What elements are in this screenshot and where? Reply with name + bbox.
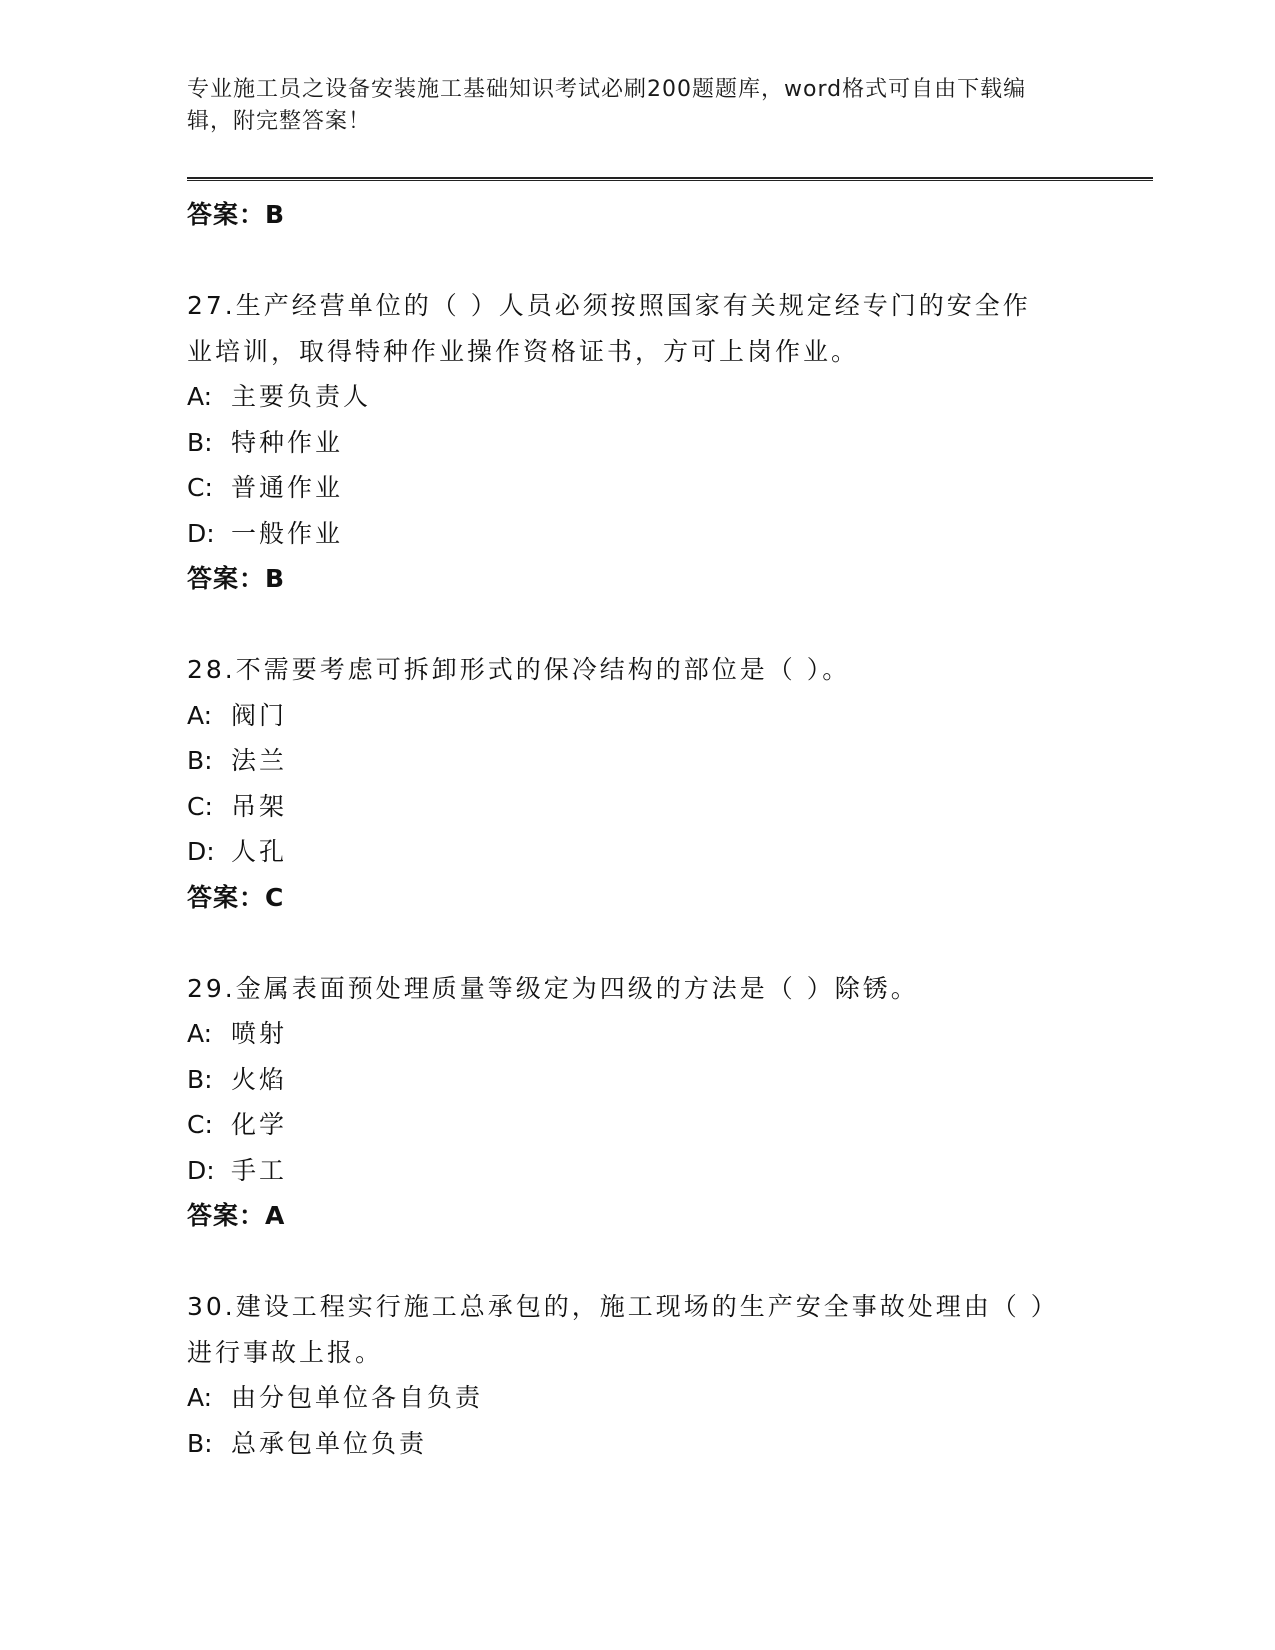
option-text: 一般作业 — [231, 518, 344, 548]
option-key: C: — [187, 1110, 213, 1139]
option-key: D: — [187, 837, 215, 866]
option-a — [187, 374, 1067, 420]
option-text: 化学 — [231, 1110, 288, 1139]
answer-line: 答案：B — [187, 564, 286, 593]
question-stem: 生产经营单位的（ ）人员必须按照国家有关规定经专门的安全作业培训，取得特种作业操作资格证书，方可上岗作业。 — [187, 291, 1031, 366]
option-text: 主要负责人 — [231, 382, 372, 411]
spacer — [187, 920, 1067, 966]
option-text: 法兰 — [231, 746, 288, 775]
option-text: 吊架 — [231, 791, 288, 821]
question-number: 28. — [187, 655, 236, 684]
option-b — [187, 738, 1067, 784]
question-stem: 不需要考虑可拆卸形式的保冷结构的部位是（ ）。 — [235, 655, 851, 684]
option-key: A: — [187, 1383, 213, 1412]
option-a — [187, 1375, 1067, 1421]
option-key: B: — [187, 1428, 213, 1458]
option-key: B: — [187, 1064, 213, 1094]
question-text — [187, 647, 1057, 693]
option-b — [187, 420, 1067, 466]
option-key: B: — [187, 427, 213, 457]
question-text — [187, 283, 1057, 374]
option-c — [187, 465, 1067, 511]
question-29 — [187, 966, 1067, 1239]
option-text: 普通作业 — [231, 473, 344, 502]
spacer — [187, 238, 1067, 284]
question-text — [187, 966, 1057, 1012]
question-30 — [187, 1284, 1067, 1466]
option-text: 由分包单位各自负责 — [231, 1383, 484, 1412]
question-stem: 建设工程实行施工总承包的，施工现场的生产安全事故处理由（ ）进行事故上报。 — [187, 1292, 1047, 1367]
option-key: A: — [187, 1019, 213, 1048]
header-divider — [187, 177, 1153, 181]
option-text: 总承包单位负责 — [231, 1428, 428, 1458]
question-stem: 金属表面预处理质量等级定为四级的方法是（ ）除锈。 — [235, 973, 919, 1003]
option-text: 阀门 — [231, 700, 288, 730]
option-key: C: — [187, 473, 213, 502]
option-key: D: — [187, 518, 215, 548]
option-c — [187, 1102, 1067, 1148]
option-a — [187, 693, 1067, 739]
option-key: A: — [187, 700, 213, 730]
option-b — [187, 1057, 1067, 1103]
question-text — [187, 1284, 1057, 1375]
previous-answer: 答案：B — [187, 200, 286, 229]
option-text: 喷射 — [231, 1019, 288, 1048]
option-c — [187, 784, 1067, 830]
option-a — [187, 1011, 1067, 1057]
page-header-title: 专业施工员之设备安装施工基础知识考试必刷200题题库，word格式可自由下载编辑，附完整答案！ — [187, 77, 1027, 134]
option-key: A: — [187, 382, 213, 411]
option-d — [187, 1148, 1067, 1194]
question-28 — [187, 647, 1067, 920]
spacer — [187, 602, 1067, 648]
option-text: 特种作业 — [231, 427, 344, 457]
question-number: 29. — [187, 973, 236, 1003]
question-list — [187, 192, 1067, 1466]
option-d — [187, 829, 1067, 875]
spacer — [187, 1239, 1067, 1285]
option-text: 手工 — [231, 1155, 288, 1185]
question-27 — [187, 283, 1067, 602]
option-b — [187, 1421, 1067, 1467]
option-key: C: — [187, 791, 213, 821]
question-number: 30. — [187, 1292, 236, 1321]
question-number: 27. — [187, 291, 236, 320]
option-text: 人孔 — [231, 837, 288, 866]
answer-line: 答案：A — [187, 1201, 286, 1230]
option-key: B: — [187, 746, 213, 775]
option-d — [187, 511, 1067, 557]
answer-line: 答案：C — [187, 882, 285, 912]
option-text: 火焰 — [231, 1064, 288, 1094]
option-key: D: — [187, 1155, 215, 1185]
